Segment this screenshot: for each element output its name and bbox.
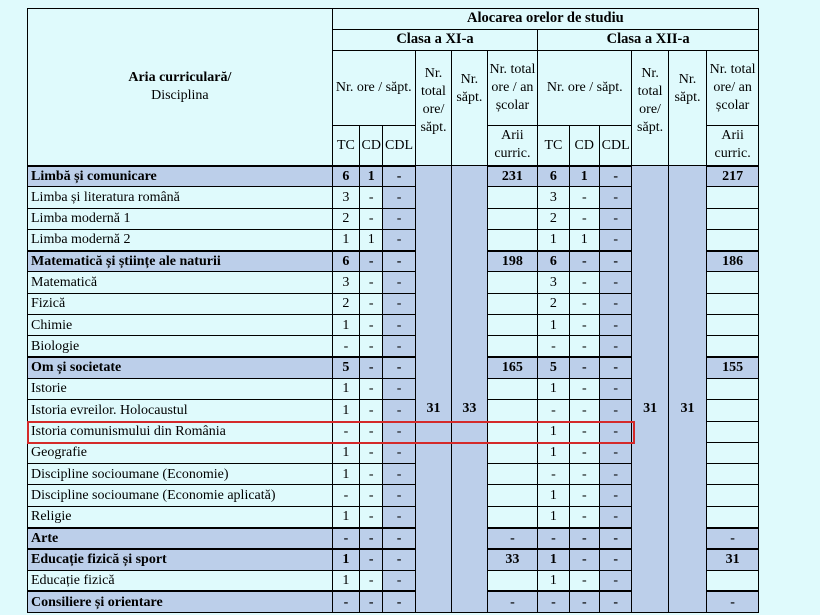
- discipline-name: Discipline socioumane (Economie aplicată): [28, 485, 333, 506]
- xii-cd-value: -: [569, 485, 599, 506]
- xi-total-an-value: 165: [487, 357, 538, 378]
- xii-cd-value: -: [569, 464, 599, 485]
- xi-cdl-value: -: [383, 272, 415, 293]
- xi-cd-value: -: [360, 570, 383, 591]
- xi-tc-value: 1: [332, 506, 359, 527]
- xii-total-an-value: -: [707, 591, 759, 612]
- xi-total-an-value: [487, 293, 538, 314]
- xi-tc-value: 3: [332, 272, 359, 293]
- xi-tc-value: 3: [332, 187, 359, 208]
- xii-total-an-value: [707, 229, 759, 250]
- discipline-name: Fizică: [28, 293, 333, 314]
- xii-total-an-value: 31: [707, 549, 759, 570]
- xii-cd-value: -: [569, 336, 599, 357]
- xi-cd-value: -: [360, 485, 383, 506]
- xi-cdl-value: -: [383, 591, 415, 612]
- xi-tc-value: 1: [332, 464, 359, 485]
- xii-tc-value: 2: [538, 293, 569, 314]
- xi-tc-value: 6: [332, 166, 359, 187]
- xi-tc-value: 5: [332, 357, 359, 378]
- xi-cdl-value: -: [383, 485, 415, 506]
- xii-tc-value: 1: [538, 485, 569, 506]
- class-xi-header: Clasa a XI-a: [332, 30, 537, 51]
- discipline-name: Matematică și științe ale naturii: [28, 251, 333, 272]
- xii-cdl-value: -: [599, 166, 631, 187]
- xi-cd-value: -: [360, 272, 383, 293]
- xi-tc-value: 2: [332, 208, 359, 229]
- xi-cd-value: -: [360, 464, 383, 485]
- xi-cd-header: CD: [360, 126, 383, 166]
- xi-nr-sapt-header: Nr. săpt.: [452, 51, 487, 166]
- xii-tc-value: -: [538, 528, 569, 549]
- xii-total-ore-sapt-value: 31: [632, 166, 668, 613]
- xii-total-an-value: [707, 336, 759, 357]
- xi-total-an-value: -: [487, 528, 538, 549]
- xi-total-an-value: [487, 336, 538, 357]
- xii-total-an-value: 217: [707, 166, 759, 187]
- discipline-name: Limba modernă 2: [28, 229, 333, 250]
- xii-tc-value: 6: [538, 251, 569, 272]
- xii-cdl-value: -: [599, 591, 631, 612]
- xii-cdl-value: -: [599, 229, 631, 250]
- xii-cd-value: -: [569, 251, 599, 272]
- xi-nr-sapt-value: 33: [452, 166, 487, 613]
- xi-total-an-value: [487, 208, 538, 229]
- xii-tc-value: 1: [538, 506, 569, 527]
- xii-total-an-value: 155: [707, 357, 759, 378]
- xii-cd-value: -: [569, 208, 599, 229]
- xii-cd-value: -: [569, 187, 599, 208]
- xi-cd-value: 1: [360, 166, 383, 187]
- xii-total-an-value: [707, 485, 759, 506]
- xi-total-an-value: [487, 506, 538, 527]
- discipline-name: Biologie: [28, 336, 333, 357]
- xii-cdl-value: -: [599, 485, 631, 506]
- xii-cdl-value: -: [599, 293, 631, 314]
- xi-cd-value: -: [360, 336, 383, 357]
- xi-cdl-value: -: [383, 336, 415, 357]
- xi-cd-value: -: [360, 251, 383, 272]
- aria-title: Aria curriculară/: [128, 69, 232, 85]
- xii-cd-value: -: [569, 421, 599, 442]
- xii-tc-value: 1: [538, 421, 569, 442]
- xi-cdl-value: -: [383, 400, 415, 421]
- xii-cdl-value: -: [599, 208, 631, 229]
- xii-nr-sapt-value: 31: [668, 166, 706, 613]
- xi-cd-value: -: [360, 400, 383, 421]
- xi-tc-value: 1: [332, 229, 359, 250]
- xii-cd-value: 1: [569, 166, 599, 187]
- xi-tc-value: 1: [332, 570, 359, 591]
- xi-cd-value: -: [360, 208, 383, 229]
- curriculum-table: [27, 8, 759, 613]
- xii-cdl-value: -: [599, 357, 631, 378]
- xii-tc-value: 1: [538, 570, 569, 591]
- xii-tc-value: 3: [538, 272, 569, 293]
- xi-cd-value: -: [360, 549, 383, 570]
- discipline-name: Istorie: [28, 378, 333, 399]
- xii-cd-value: -: [569, 378, 599, 399]
- discipline-name: Limbă și comunicare: [28, 166, 333, 187]
- xii-tc-value: 2: [538, 208, 569, 229]
- xii-total-an-value: [707, 378, 759, 399]
- xii-cdl-value: -: [599, 378, 631, 399]
- allocation-title: Alocarea orelor de studiu: [332, 9, 758, 30]
- xi-cd-value: -: [360, 591, 383, 612]
- xi-tc-value: 1: [332, 400, 359, 421]
- xii-total-an-value: [707, 400, 759, 421]
- xi-cdl-value: -: [383, 293, 415, 314]
- xi-cdl-value: -: [383, 187, 415, 208]
- xii-cd-header: CD: [569, 126, 599, 166]
- xi-cdl-value: -: [383, 570, 415, 591]
- discipline-name: Istoria comunismului din România: [28, 421, 333, 442]
- xi-total-ore-sapt-value: 31: [415, 166, 451, 613]
- xi-total-an-value: [487, 400, 538, 421]
- xi-cd-value: -: [360, 421, 383, 442]
- xii-tc-value: 1: [538, 378, 569, 399]
- xi-tc-value: 1: [332, 378, 359, 399]
- discipline-name: Consiliere și orientare: [28, 591, 333, 612]
- xii-tc-value: 6: [538, 166, 569, 187]
- xii-cd-value: -: [569, 293, 599, 314]
- xii-tc-header: TC: [538, 126, 569, 166]
- xii-nr-total-ore-an-header: Nr. total ore/ an școlar: [707, 51, 759, 126]
- xi-cdl-value: -: [383, 549, 415, 570]
- xi-tc-value: 2: [332, 293, 359, 314]
- xii-tc-value: 1: [538, 549, 569, 570]
- xii-total-an-value: [707, 208, 759, 229]
- xi-cdl-value: -: [383, 378, 415, 399]
- aria-subtitle: Disciplina: [151, 87, 209, 103]
- xi-cd-value: -: [360, 187, 383, 208]
- table-body: [28, 166, 759, 613]
- xi-cdl-value: -: [383, 528, 415, 549]
- xii-tc-value: 5: [538, 357, 569, 378]
- xi-total-an-value: [487, 229, 538, 250]
- xi-total-an-value: 33: [487, 549, 538, 570]
- xii-cd-value: -: [569, 315, 599, 336]
- xi-cdl-value: -: [383, 464, 415, 485]
- xi-tc-value: -: [332, 528, 359, 549]
- xi-cd-value: -: [360, 357, 383, 378]
- xi-total-an-value: [487, 315, 538, 336]
- discipline-name: Chimie: [28, 315, 333, 336]
- discipline-name: Discipline socioumane (Economie): [28, 464, 333, 485]
- xi-tc-value: -: [332, 485, 359, 506]
- xi-total-an-value: [487, 187, 538, 208]
- xii-cdl-value: -: [599, 506, 631, 527]
- xii-tc-value: 3: [538, 187, 569, 208]
- xi-cdl-header: CDL: [383, 126, 415, 166]
- xi-cdl-value: -: [383, 506, 415, 527]
- xi-nr-total-ore-sapt-header: Nr. total ore/ săpt.: [415, 51, 451, 166]
- xi-total-an-value: [487, 378, 538, 399]
- discipline-name: Istoria evreilor. Holocaustul: [28, 400, 333, 421]
- xii-cdl-value: -: [599, 442, 631, 463]
- xii-cd-value: -: [569, 357, 599, 378]
- xii-cdl-value: -: [599, 528, 631, 549]
- xii-tc-value: 1: [538, 315, 569, 336]
- xii-cd-value: -: [569, 400, 599, 421]
- xi-cd-value: 1: [360, 229, 383, 250]
- xii-total-an-value: [707, 272, 759, 293]
- xii-cdl-header: CDL: [599, 126, 631, 166]
- discipline-name: Limba modernă 1: [28, 208, 333, 229]
- xii-nr-ore-sapt-header: Nr. ore / săpt.: [538, 51, 632, 126]
- xii-total-an-value: [707, 464, 759, 485]
- category-row: [28, 166, 759, 187]
- xi-tc-value: 1: [332, 315, 359, 336]
- xi-tc-value: 6: [332, 251, 359, 272]
- xii-total-an-value: [707, 570, 759, 591]
- xi-tc-value: -: [332, 336, 359, 357]
- xi-total-an-value: [487, 464, 538, 485]
- class-xii-header: Clasa a XII-a: [538, 30, 759, 51]
- xi-cdl-value: -: [383, 421, 415, 442]
- xi-cdl-value: -: [383, 357, 415, 378]
- xi-tc-value: 1: [332, 549, 359, 570]
- xii-total-an-value: [707, 421, 759, 442]
- xii-tc-value: -: [538, 464, 569, 485]
- xi-cd-value: -: [360, 442, 383, 463]
- xi-total-an-value: -: [487, 591, 538, 612]
- xi-cd-value: -: [360, 293, 383, 314]
- discipline-name: Educație fizică: [28, 570, 333, 591]
- xi-cdl-value: -: [383, 208, 415, 229]
- xii-cdl-value: -: [599, 315, 631, 336]
- xii-cd-value: -: [569, 272, 599, 293]
- xi-tc-header: TC: [332, 126, 359, 166]
- xii-total-an-value: [707, 315, 759, 336]
- xii-total-an-value: 186: [707, 251, 759, 272]
- xii-tc-value: -: [538, 400, 569, 421]
- xii-tc-value: 1: [538, 442, 569, 463]
- xii-cdl-value: -: [599, 187, 631, 208]
- xi-cd-value: -: [360, 378, 383, 399]
- xii-total-an-value: [707, 187, 759, 208]
- xi-tc-value: -: [332, 591, 359, 612]
- xii-total-an-value: -: [707, 528, 759, 549]
- xi-cdl-value: -: [383, 166, 415, 187]
- xii-cd-value: -: [569, 591, 599, 612]
- xii-cd-value: 1: [569, 229, 599, 250]
- xi-arii-curric-header: Arii curric.: [487, 126, 538, 166]
- xii-cdl-value: -: [599, 272, 631, 293]
- xii-total-an-value: [707, 442, 759, 463]
- xi-nr-total-ore-an-header: Nr. total ore / an școlar: [487, 51, 538, 126]
- xi-tc-value: 1: [332, 442, 359, 463]
- aria-curriculara-header: [28, 9, 333, 166]
- discipline-name: Matematică: [28, 272, 333, 293]
- xii-nr-sapt-header: Nr. săpt.: [668, 51, 706, 166]
- xii-cd-value: -: [569, 549, 599, 570]
- xi-total-an-value: 231: [487, 166, 538, 187]
- discipline-name: Arte: [28, 528, 333, 549]
- xii-nr-total-ore-sapt-header: Nr. total ore/ săpt.: [632, 51, 668, 166]
- discipline-name: Educație fizică și sport: [28, 549, 333, 570]
- xi-cdl-value: -: [383, 229, 415, 250]
- xii-tc-value: -: [538, 591, 569, 612]
- discipline-name: Om și societate: [28, 357, 333, 378]
- table-header: [28, 9, 759, 166]
- xi-total-an-value: [487, 272, 538, 293]
- discipline-name: Geografie: [28, 442, 333, 463]
- xi-tc-value: -: [332, 421, 359, 442]
- xii-cdl-value: -: [599, 251, 631, 272]
- xi-total-an-value: [487, 421, 538, 442]
- xi-total-an-value: [487, 570, 538, 591]
- xi-cd-value: -: [360, 315, 383, 336]
- xii-cd-value: -: [569, 528, 599, 549]
- xii-cdl-value: -: [599, 464, 631, 485]
- xii-cdl-value: -: [599, 336, 631, 357]
- xii-cd-value: -: [569, 442, 599, 463]
- xi-cdl-value: -: [383, 442, 415, 463]
- xii-arii-curric-header: Arii curric.: [707, 126, 759, 166]
- xi-cdl-value: -: [383, 315, 415, 336]
- xii-cdl-value: -: [599, 549, 631, 570]
- xi-cdl-value: -: [383, 251, 415, 272]
- xi-total-an-value: [487, 442, 538, 463]
- xii-tc-value: 1: [538, 229, 569, 250]
- xi-total-an-value: 198: [487, 251, 538, 272]
- xii-cdl-value: -: [599, 570, 631, 591]
- xii-total-an-value: [707, 506, 759, 527]
- xii-total-an-value: [707, 293, 759, 314]
- xi-cd-value: -: [360, 506, 383, 527]
- xii-cdl-value: -: [599, 400, 631, 421]
- curriculum-table-frame: [27, 8, 759, 615]
- xii-cd-value: -: [569, 506, 599, 527]
- xii-cdl-value: -: [599, 421, 631, 442]
- xi-nr-ore-sapt-header: Nr. ore / săpt.: [332, 51, 415, 126]
- discipline-name: Religie: [28, 506, 333, 527]
- xii-tc-value: -: [538, 336, 569, 357]
- xii-cd-value: -: [569, 570, 599, 591]
- xi-cd-value: -: [360, 528, 383, 549]
- discipline-name: Limba și literatura română: [28, 187, 333, 208]
- xi-total-an-value: [487, 485, 538, 506]
